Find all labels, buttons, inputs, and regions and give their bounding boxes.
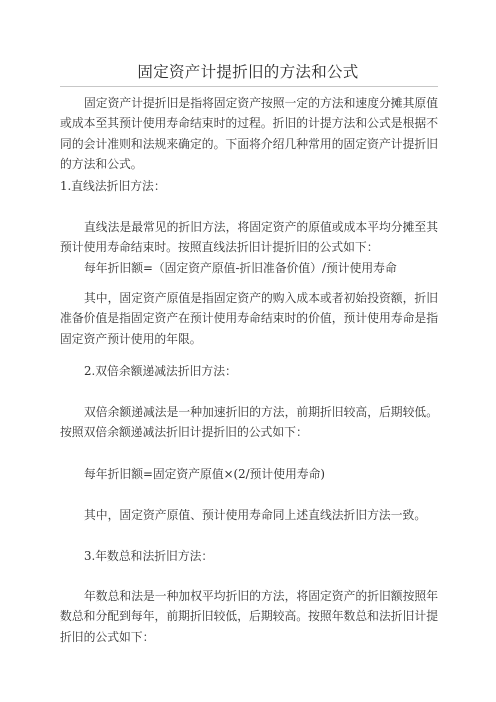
section-3-heading: 3.年数总和法折旧方法： bbox=[84, 549, 214, 563]
section-1-description: 直线法是最常见的折旧方法，将固定资产的原值或成本平均分摊至其预计使用寿命结束时。按照直线法折旧计提折旧的公式如下： bbox=[60, 220, 438, 255]
section-2-description: 双倍余额递减法是一种加速折旧的方法，前期折旧较高，后期较低。按照双倍余额递减法折旧计提折旧的公式如下： bbox=[60, 405, 438, 440]
section-2-note: 其中，固定资产原值、预计使用寿命同上述直线法折旧方法一致。 bbox=[84, 508, 427, 522]
section-1-heading: 1.直线法折旧方法： bbox=[60, 179, 166, 193]
document-title: 固定资产计提折旧的方法和公式 bbox=[137, 63, 359, 81]
intro-paragraph: 固定资产计提折旧是指将固定资产按照一定的方法和速度分摊其原值或成本至其预计使用寿命结束时的过程。折旧的计提方法和公式是根据不同的会计准则和法规来确定的。下面将介绍几种常用的固定资产计提折旧的方法和公式。 bbox=[60, 96, 438, 171]
section-1-note: 其中，固定资产原值是指固定资产的购入成本或者初始投资额，折旧准备价值是指固定资产在预计使用寿命结束时的价值，预计使用寿命是指固定资产预计使用的年限。 bbox=[60, 291, 438, 346]
section-3-description: 年数总和法是一种加权平均折旧的方法，将固定资产的折旧额按照年数总和分配到每年，前期折旧较低，后期较高。按照年数总和法折旧计提折旧的公式如下： bbox=[60, 589, 438, 644]
section-2-heading: 2.双倍余额递减法折旧方法： bbox=[84, 364, 237, 378]
section-1-formula: 每年折旧额=（固定资产原值-折旧准备价值）/预计使用寿命 bbox=[84, 261, 397, 275]
section-2-formula: 每年折旧额=固定资产原值×(2/预计使用寿命) bbox=[84, 467, 326, 481]
title-underline bbox=[60, 86, 438, 87]
